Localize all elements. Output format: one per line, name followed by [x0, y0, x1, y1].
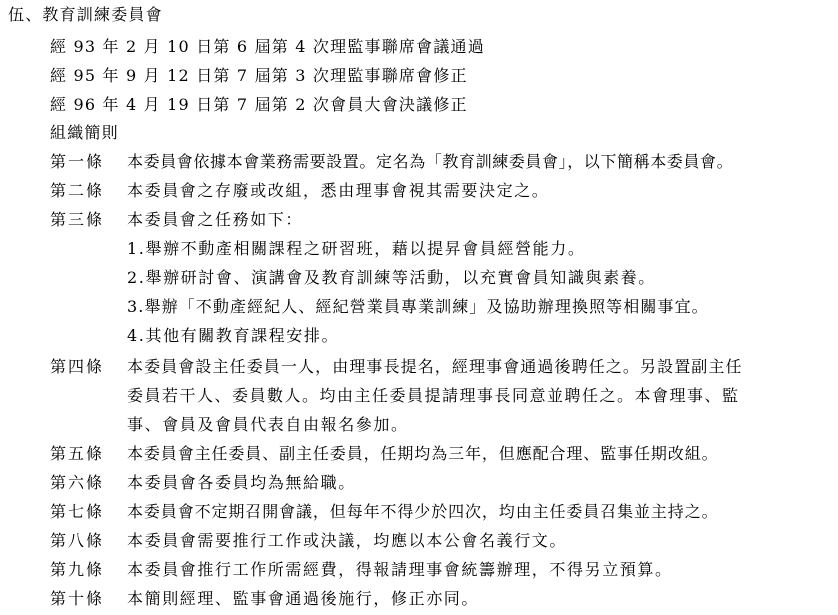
article-7-text: 本委員會不定期召開會議，但每年不得少於四次，均由主任委員召集並主持之。 — [127, 502, 719, 521]
article-3-item-2: 2.舉辦研討會、演講會及教育訓練等活動，以充實會員知識與素養。 — [127, 268, 656, 287]
article-10-label: 第十條 — [50, 589, 105, 608]
article-6-label: 第六條 — [50, 473, 105, 492]
article-6-text: 本委員會各委員均為無給職。 — [127, 473, 356, 492]
article-4-text-line-3: 事、會員及會員代表自由報名參加。 — [127, 415, 409, 434]
history-line-3: 經 96 年 4 月 19 日第 7 屆第 2 次會員大會決議修正 — [50, 95, 468, 114]
article-3-text: 本委員會之任務如下： — [127, 210, 304, 229]
article-4-label: 第四條 — [50, 357, 105, 376]
article-2-label: 第二條 — [50, 181, 105, 200]
article-1-label: 第一條 — [50, 152, 105, 171]
article-7-label: 第七條 — [50, 502, 105, 521]
article-8-text: 本委員會需要推行工作或決議，均應以本公會名義行文。 — [127, 531, 568, 550]
article-9-text: 本委員會推行工作所需經費，得報請理事會統籌辦理，不得另立預算。 — [127, 560, 673, 579]
article-9-label: 第九條 — [50, 560, 105, 579]
section-title: 伍、教育訓練委員會 — [8, 5, 163, 24]
article-10-text: 本簡則經理、監事會通過後施行，修正亦同。 — [127, 589, 480, 608]
history-line-1: 經 93 年 2 月 10 日第 6 屆第 4 次理監事聯席會議通過 — [50, 37, 485, 56]
article-2-text: 本委員會之存廢或改組，悉由理事會視其需要決定之。 — [127, 181, 550, 200]
article-4-text-line-1: 本委員會設主任委員一人，由理事長提名，經理事會通過後聘任之。另設置副主任 — [127, 357, 743, 376]
article-5-text: 本委員會主任委員、副主任委員，任期均為三年，但應配合理、監事任期改組。 — [127, 444, 719, 463]
article-1-text: 本委員會依據本會業務需要設置。定名為「教育訓練委員會」，以下簡稱本委員會。 — [127, 152, 734, 171]
article-3-item-3: 3.舉辦「不動產經紀人、經紀營業員專業訓練」及協助辦理換照等相關事宜。 — [127, 297, 709, 316]
article-3-item-1: 1.舉辦不動產相關課程之研習班，藉以提昇會員經營能力。 — [127, 239, 586, 258]
article-4-text-line-2: 委員若干人、委員數人。均由主任委員提請理事長同意並聘任之。本會理事、監 — [127, 386, 740, 405]
history-line-2: 經 95 年 9 月 12 日第 7 屆第 3 次理監事聯席會修正 — [50, 66, 468, 85]
article-5-label: 第五條 — [50, 444, 105, 463]
article-8-label: 第八條 — [50, 531, 105, 550]
organization-rules-title: 組織簡則 — [50, 123, 119, 142]
article-3-item-4: 4.其他有關教育課程安排。 — [127, 326, 340, 345]
article-3-label: 第三條 — [50, 210, 105, 229]
